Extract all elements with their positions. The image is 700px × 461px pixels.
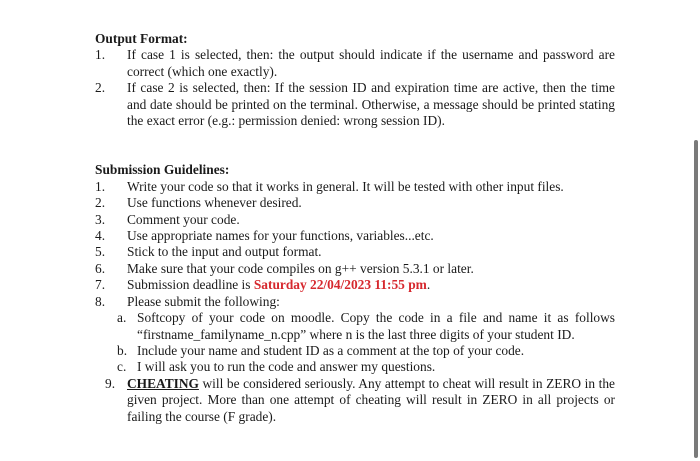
guideline-item-1 <box>95 179 615 195</box>
deadline-date: Saturday 22/04/2023 11:55 pm <box>253 277 427 293</box>
list-letter: c. <box>117 359 127 375</box>
list-text: If case 2 is selected, then: If the session ID and expiration time are active, then the time and date should be printed on the terminal. Otherwise, a message should be printed stating the exact error (e.g.: permission denied: wrong session ID). <box>127 80 615 129</box>
guideline-item-5 <box>95 244 615 260</box>
list-letter: b. <box>117 342 128 358</box>
list-text: If case 1 is selected, then: the output should indicate if the username and password are correct (which one exactly). <box>127 47 615 79</box>
list-text: Use functions whenever desired. <box>127 195 302 211</box>
sub-item-c <box>95 359 615 375</box>
submission-guidelines-heading: Submission Guidelines: <box>95 162 230 178</box>
sub-item-b <box>95 343 615 359</box>
list-text: will be considered seriously. Any attempt to cheat will result in ZERO in the given project. More than one attempt of cheating will result in ZERO in all projects or failing the course (F grade). <box>127 375 615 424</box>
guideline-item-4 <box>95 228 615 244</box>
guideline-item-8 <box>95 294 615 310</box>
list-number: 9. <box>105 375 116 391</box>
output-format-item-1 <box>95 47 615 80</box>
list-number: 7. <box>95 277 106 293</box>
list-text: Use appropriate names for your functions, variables...etc. <box>127 228 434 244</box>
list-text: Include your name and student ID as a comment at the top of your code. <box>137 342 525 358</box>
list-letter: a. <box>117 310 127 326</box>
guideline-item-3 <box>95 212 615 228</box>
output-format-list <box>95 47 615 129</box>
list-text: Please submit the following: <box>127 293 280 309</box>
list-text: Stick to the input and output format. <box>127 244 322 260</box>
list-number: 2. <box>95 80 106 96</box>
guideline-item-2 <box>95 195 615 211</box>
cheating-label: CHEATING <box>127 375 199 391</box>
list-text: Comment your code. <box>127 211 240 227</box>
output-format-heading: Output Format: <box>95 31 188 46</box>
list-text: I will ask you to run the code and answer my questions. <box>137 359 436 375</box>
document-page <box>95 31 615 425</box>
guideline-item-9 <box>95 376 615 425</box>
list-number: 1. <box>95 47 106 63</box>
output-format-item-2 <box>95 80 615 129</box>
guideline-item-6 <box>95 261 615 277</box>
list-text: Make sure that your code compiles on g++ version 5.3.1 or later. <box>127 260 474 276</box>
list-number: 5. <box>95 244 106 260</box>
sub-item-a <box>95 310 615 343</box>
list-number: 1. <box>95 178 106 194</box>
guideline-item-7 <box>95 277 615 293</box>
list-number: 4. <box>95 228 106 244</box>
submission-guidelines-list <box>95 179 615 310</box>
list-number: 8. <box>95 293 106 309</box>
list-text: Submission deadline is <box>127 277 254 293</box>
submission-sublist <box>95 310 615 376</box>
list-number: 3. <box>95 211 106 227</box>
vertical-scrollbar[interactable] <box>694 140 698 458</box>
list-number: 6. <box>95 260 106 276</box>
list-text-suffix: . <box>426 277 431 293</box>
list-text: Write your code so that it works in general. It will be tested with other input files. <box>127 178 564 194</box>
list-number: 2. <box>95 195 106 211</box>
list-text: Softcopy of your code on moodle. Copy the code in a file and name it as follows “firstname_familyname_n.cpp” where n is the last three digits of your student ID. <box>137 310 615 342</box>
